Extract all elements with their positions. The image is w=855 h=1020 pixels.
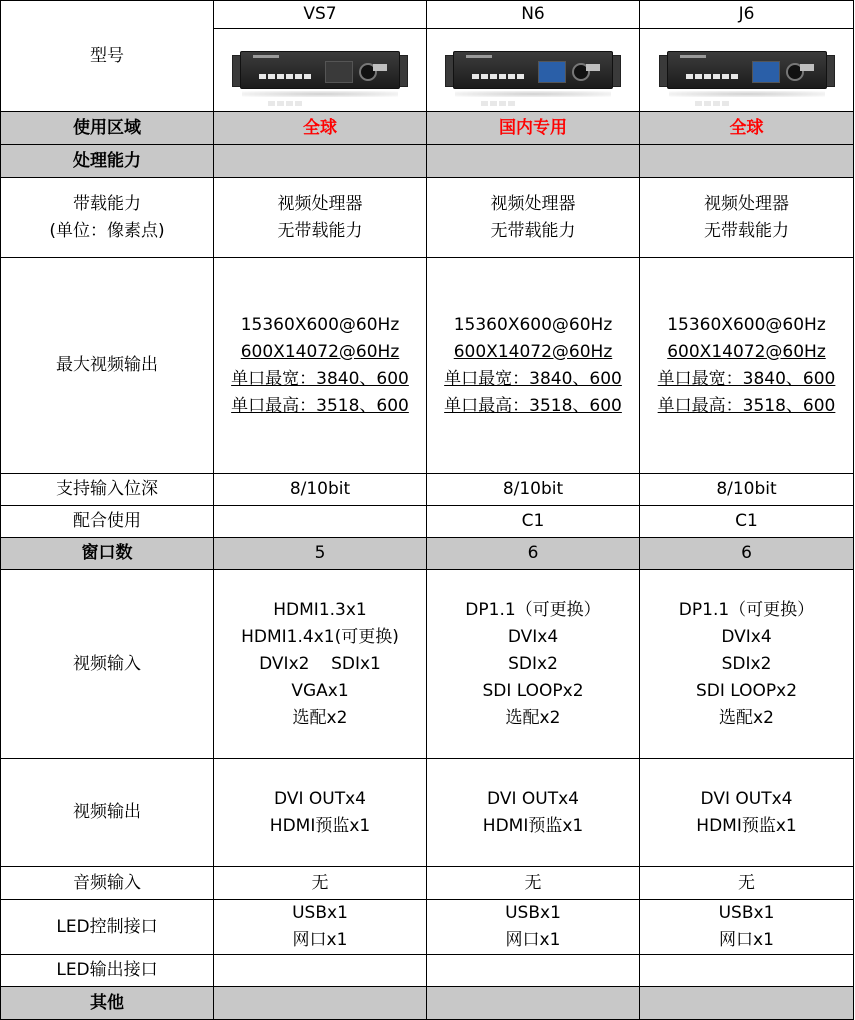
model-label: 型号 bbox=[1, 1, 214, 112]
video-output-j6: DVI OUTx4 HDMI预监x1 bbox=[640, 759, 854, 867]
bit-depth-n6: 8/10bit bbox=[427, 474, 640, 506]
bit-depth-label: 支持输入位深 bbox=[1, 474, 214, 506]
max-output-row bbox=[1, 258, 854, 474]
capacity-vs7: 视频处理器 无带载能力 bbox=[214, 178, 427, 258]
max-output-vs7: 15360X600@60Hz 600X14072@60Hz 单口最宽：3840、600 单口最高：3518、600 bbox=[214, 258, 427, 474]
capacity-label: 带载能力 (单位：像素点) bbox=[1, 178, 214, 258]
video-output-row bbox=[1, 759, 854, 867]
region-j6: 全球 bbox=[640, 112, 854, 145]
region-label: 使用区域 bbox=[1, 112, 214, 145]
led-output-row bbox=[1, 955, 854, 987]
bit-depth-j6: 8/10bit bbox=[640, 474, 854, 506]
led-control-n6: USBx1 网口x1 bbox=[427, 900, 640, 955]
led-control-vs7: USBx1 网口x1 bbox=[214, 900, 427, 955]
model-name-j6: J6 bbox=[640, 1, 854, 29]
region-row bbox=[1, 112, 854, 145]
video-processor-icon bbox=[445, 49, 621, 91]
windows-label: 窗口数 bbox=[1, 538, 214, 570]
led-output-j6 bbox=[640, 955, 854, 987]
model-name-row bbox=[1, 1, 854, 29]
led-output-n6 bbox=[427, 955, 640, 987]
device-image-n6 bbox=[427, 29, 640, 112]
led-output-label: LED输出接口 bbox=[1, 955, 214, 987]
capacity-row bbox=[1, 178, 854, 258]
windows-row bbox=[1, 538, 854, 570]
pairing-j6: C1 bbox=[640, 506, 854, 538]
windows-vs7: 5 bbox=[214, 538, 427, 570]
bit-depth-vs7: 8/10bit bbox=[214, 474, 427, 506]
windows-j6: 6 bbox=[640, 538, 854, 570]
video-input-vs7: HDMI1.3x1 HDMI1.4x1(可更换) DVIx2 SDIx1 VGAx1 选配x2 bbox=[214, 570, 427, 759]
capacity-j6: 视频处理器 无带载能力 bbox=[640, 178, 854, 258]
region-n6: 国内专用 bbox=[427, 112, 640, 145]
video-input-j6: DP1.1（可更换） DVIx4 SDIx2 SDI LOOPx2 选配x2 bbox=[640, 570, 854, 759]
audio-input-row bbox=[1, 867, 854, 900]
pairing-label: 配合使用 bbox=[1, 506, 214, 538]
max-output-label: 最大视频输出 bbox=[1, 258, 214, 474]
model-name-vs7: VS7 bbox=[214, 1, 427, 29]
other-section-label: 其他 bbox=[1, 987, 214, 1020]
pairing-row bbox=[1, 506, 854, 538]
max-output-n6: 15360X600@60Hz 600X14072@60Hz 单口最宽：3840、600 单口最高：3518、600 bbox=[427, 258, 640, 474]
audio-input-j6: 无 bbox=[640, 867, 854, 900]
region-vs7: 全球 bbox=[214, 112, 427, 145]
device-image-j6 bbox=[640, 29, 854, 112]
audio-input-label: 音频输入 bbox=[1, 867, 214, 900]
led-control-j6: USBx1 网口x1 bbox=[640, 900, 854, 955]
audio-input-vs7: 无 bbox=[214, 867, 427, 900]
capacity-n6: 视频处理器 无带载能力 bbox=[427, 178, 640, 258]
pairing-n6: C1 bbox=[427, 506, 640, 538]
video-processor-icon bbox=[659, 49, 835, 91]
video-output-label: 视频输出 bbox=[1, 759, 214, 867]
processing-section-label: 处理能力 bbox=[1, 145, 214, 178]
windows-n6: 6 bbox=[427, 538, 640, 570]
video-processor-icon bbox=[232, 49, 408, 91]
max-output-j6: 15360X600@60Hz 600X14072@60Hz 单口最宽：3840、600 单口最高：3518、600 bbox=[640, 258, 854, 474]
bit-depth-row bbox=[1, 474, 854, 506]
led-output-vs7 bbox=[214, 955, 427, 987]
processing-section-row bbox=[1, 145, 854, 178]
pairing-vs7 bbox=[214, 506, 427, 538]
audio-input-n6: 无 bbox=[427, 867, 640, 900]
video-input-label: 视频输入 bbox=[1, 570, 214, 759]
other-section-row bbox=[1, 987, 854, 1020]
video-input-n6: DP1.1（可更换） DVIx4 SDIx2 SDI LOOPx2 选配x2 bbox=[427, 570, 640, 759]
led-control-label: LED控制接口 bbox=[1, 900, 214, 955]
model-name-n6: N6 bbox=[427, 1, 640, 29]
led-control-row bbox=[1, 900, 854, 955]
video-output-n6: DVI OUTx4 HDMI预监x1 bbox=[427, 759, 640, 867]
video-output-vs7: DVI OUTx4 HDMI预监x1 bbox=[214, 759, 427, 867]
device-image-vs7 bbox=[214, 29, 427, 112]
video-input-row bbox=[1, 570, 854, 759]
